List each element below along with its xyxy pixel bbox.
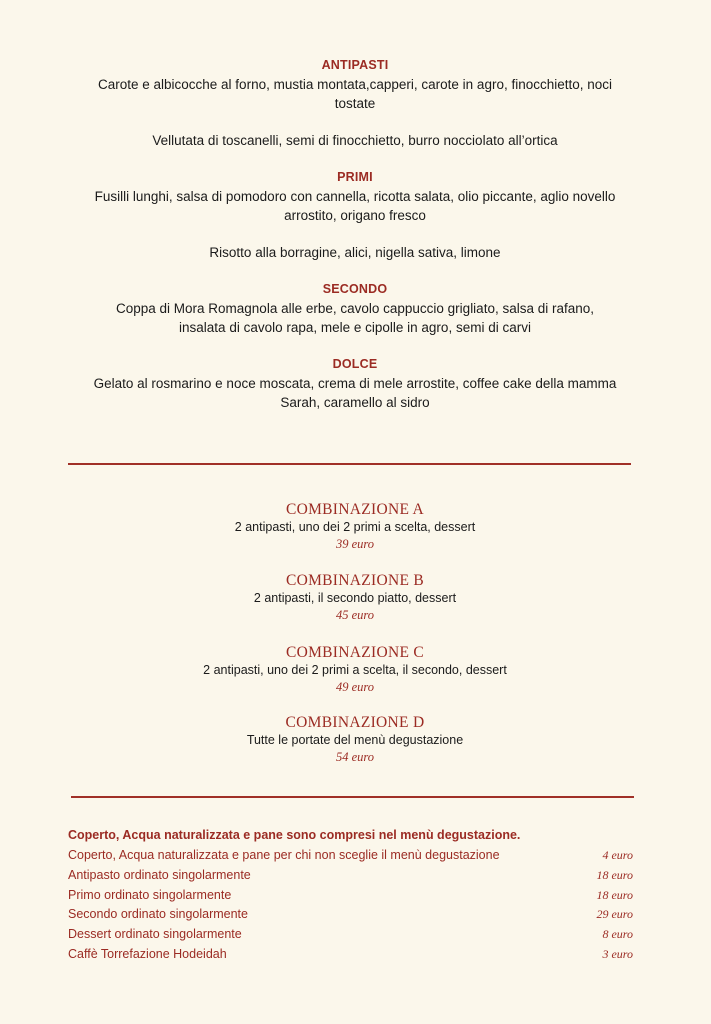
combination-description: 2 antipasti, uno dei 2 primi a scelta, dessert: [234, 520, 476, 534]
combination-b: [60, 572, 650, 624]
divider-bottom: [71, 796, 634, 798]
section-dolce: [60, 356, 650, 412]
extra-item: [68, 846, 638, 866]
combination-title: COMBINAZIONE D: [285, 714, 425, 731]
included-note: Coperto, Acqua naturalizzata e pane sono compresi nel menù degustazione.: [68, 828, 521, 842]
combination-price: 45 euro: [335, 608, 375, 622]
extra-item-price: 3 euro: [602, 946, 633, 961]
section-secondo: [60, 281, 650, 337]
combination-price: 39 euro: [335, 537, 375, 551]
combination-c: [60, 644, 650, 696]
combination-a: [60, 501, 650, 553]
extra-item: [68, 905, 638, 925]
extra-item: [68, 945, 638, 965]
extras-list: [68, 826, 638, 965]
dish-line: tostate: [334, 96, 376, 111]
dish-line: Gelato al rosmarino e noce moscata, crema di mele arrostite, coffee cake della mamma: [93, 376, 617, 391]
extra-item: [68, 925, 638, 945]
combination-price: 49 euro: [335, 680, 375, 694]
heading-primi: PRIMI: [337, 170, 373, 184]
dish-primi-1: [60, 187, 650, 225]
extra-item-label: Antipasto ordinato singolarmente: [68, 867, 251, 882]
dish-line: Sarah, caramello al sidro: [280, 395, 430, 410]
extra-item-label: Coperto, Acqua naturalizzata e pane per chi non sceglie il menù degustazione: [68, 848, 500, 862]
divider-top: [68, 463, 631, 465]
dish-dolce: [60, 374, 650, 412]
extra-item-label: Caffè Torrefazione Hodeidah: [68, 946, 227, 961]
extra-item-price: 29 euro: [596, 907, 633, 922]
combination-description: Tutte le portate del menù degustazione: [246, 733, 464, 747]
extra-item-price: 8 euro: [602, 927, 633, 942]
dish-line: insalata di cavolo rapa, mele e cipolle in agro, semi di carvi: [179, 320, 531, 335]
combination-price: 54 euro: [335, 750, 375, 764]
extra-item-price: 4 euro: [602, 848, 633, 862]
dish-line: Fusilli lunghi, salsa di pomodoro con cannella, ricotta salata, olio piccante, aglio novello: [94, 189, 616, 204]
dish-primi-2: Risotto alla borragine, alici, nigella sativa, limone: [209, 245, 501, 260]
combination-title: COMBINAZIONE B: [285, 572, 425, 589]
heading-secondo: SECONDO: [322, 282, 388, 296]
dish-antipasti-1: [60, 75, 650, 113]
dish-line: Coppa di Mora Romagnola alle erbe, cavolo cappuccio grigliato, salsa di rafano,: [115, 301, 595, 316]
extra-item-label: Secondo ordinato singolarmente: [68, 907, 248, 922]
dish-secondo: [60, 299, 650, 337]
section-antipasti: [60, 57, 650, 150]
dish-antipasti-2: Vellutata di toscanelli, semi di finocchietto, burro nocciolato all’ortica: [152, 133, 558, 148]
combination-description: 2 antipasti, il secondo piatto, dessert: [253, 591, 457, 605]
heading-antipasti: ANTIPASTI: [321, 58, 389, 72]
extra-item-price: 18 euro: [596, 887, 633, 902]
extra-item: [68, 886, 638, 906]
combination-title: COMBINAZIONE C: [285, 644, 425, 661]
dish-line: Carote e albicocche al forno, mustia montata,capperi, carote in agro, finocchietto, noci: [97, 77, 613, 92]
extra-item-label: Primo ordinato singolarmente: [68, 887, 232, 902]
dish-line: arrostito, origano fresco: [284, 208, 426, 223]
extra-item-label: Dessert ordinato singolarmente: [68, 927, 242, 942]
combination-description: 2 antipasti, uno dei 2 primi a scelta, il secondo, dessert: [203, 663, 507, 677]
extra-item-price: 18 euro: [596, 867, 633, 882]
combination-title: COMBINAZIONE A: [285, 501, 425, 518]
section-primi: [60, 169, 650, 262]
combination-d: [60, 714, 650, 766]
heading-dolce: DOLCE: [332, 357, 378, 371]
extra-item: [68, 866, 638, 886]
